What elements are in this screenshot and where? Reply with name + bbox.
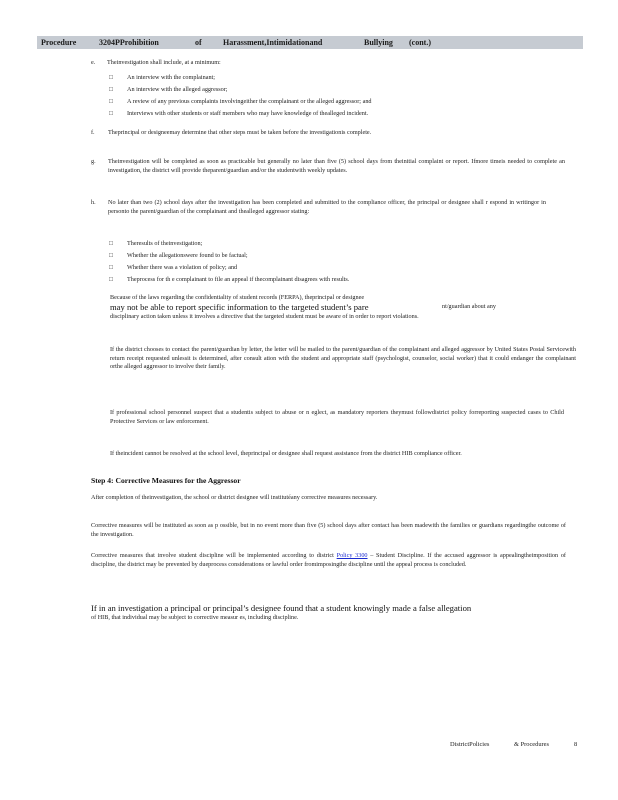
item-e-intro: Theinvestigation shall include, at a minimum: — [107, 59, 221, 66]
item-e-bullet-4: Interviews with other students or staff members who may have knowledge of thealleged incident. — [127, 110, 369, 117]
letter-paragraph: If the district chooses to contact the parent/guardian by letter, the letter will be mailed to the parent/guardian of the complainant and alleged aggressor by United States Postal Servicewith return receipt requested unlessit is determined, after consult ation with the student and appropriate staff (psychologist, counselor, social worker) that it could endanger the complainant orthe alleged aggressor to involve their family. — [110, 346, 576, 371]
footer-procedures: & Procedures — [514, 741, 549, 748]
item-g-label: g. — [91, 158, 96, 165]
professional-paragraph: If professional school personnel suspect that a studentis subject to abuse or n eglect, as mandatory reporters theymust followdistrict policy forreporting suspected cases to Child Protective Services or law enforcement. — [110, 409, 564, 425]
item-h-text: No later than two (2) school days after the investigation has been completed and submitted to the compliance officer, the principal or designee shall r espond in writingor in personto the parent/guardian of the complainant and thealleged aggressor stating: — [108, 199, 546, 215]
item-h-bullet-2: Whether the allegationswere found to be factual; — [127, 252, 248, 259]
step-4-heading: Step 4: Corrective Measures for the Aggressor — [91, 476, 241, 485]
ferpa-line-2: may not be able to report specific information to the targeted student’s pare — [110, 302, 369, 312]
step-4-paragraph-3 — [91, 552, 566, 569]
item-f-text: Theprincipal or designeemay determine that other steps must be taken before the investigationis complete. — [108, 129, 372, 136]
header-of: of — [195, 38, 202, 47]
step-4-paragraph-3-end: – Student Discipline. If the accused aggressor is appealingtheimposition of discipline, the district may be prevented by dueprocess considerations or lawful order fromimposingthe discipline until the appeal process is concluded. — [91, 552, 566, 568]
unresolved-paragraph: If theincident cannot be resolved at the school level, theprincipal or designee shall request assistance from the district HIB compliance officer. — [110, 450, 462, 457]
false-allegation-line-1: If in an investigation a principal or principal’s designee found that a student knowingly made a false allegation — [91, 603, 472, 613]
item-g-text: Theinvestigation will be completed as soon as practicable but generally no later than five (5) school days from theinitial complaint or report. Ifmore timeis needed to complete an investigation, the district will provide theparent/guardian and/or the studentwith weekly updates. — [108, 158, 565, 174]
item-e-bullet-2: An interview with the alleged aggressor; — [127, 86, 228, 93]
step-4-paragraph-2: Corrective measures will be instituted as soon as p ossible, but in no event more than five (5) school days after contact has been madewith the families or guardians regardingthe outcome of the investigation. — [91, 522, 566, 538]
header-cont: (cont.) — [409, 38, 431, 47]
step-4-paragraph-3-start: Corrective measures that involve student discipline will be implemented according to district — [91, 552, 334, 559]
policy-3300-link[interactable]: Policy 3300 — [336, 552, 368, 559]
header-number: 3204PProhibition — [99, 38, 159, 47]
item-e-bullet-1: An interview with the complainant; — [127, 74, 215, 81]
ferpa-line-3: nt/guardian about any — [442, 303, 496, 310]
bullet-icon: □ — [109, 240, 113, 247]
ferpa-line-1: Because of the laws regarding the confidentiality of student records (FERPA), theprincipal or designee — [110, 294, 365, 301]
bullet-icon: □ — [109, 74, 113, 81]
procedure-header-bar — [37, 36, 583, 49]
header-procedure: Procedure — [41, 38, 77, 47]
item-h-bullet-4: Theprocess for th e complainant to file an appeal if thecomplainant disagrees with results. — [127, 276, 350, 283]
bullet-icon: □ — [109, 86, 113, 93]
item-h-label: h. — [91, 199, 96, 206]
item-e-label: e. — [91, 59, 96, 66]
item-f-label: f. — [91, 129, 95, 136]
step-4-paragraph-1: After completion of theinvestigation, the school or district designee will institutéany corrective measures necessary. — [91, 494, 378, 501]
item-h-bullet-1: Theresults of theinvestigation; — [127, 240, 203, 247]
item-h-bullet-3: Whether there was a violation of policy; and — [127, 264, 238, 271]
ferpa-line-4: disciplinary action taken unless it involves a directive that the targeted student must be aware of in order to report violations. — [110, 313, 419, 320]
bullet-icon: □ — [109, 110, 113, 117]
footer-district-policies: DistrictPolicies — [450, 741, 490, 748]
header-bullying: Bullying — [364, 38, 393, 47]
bullet-icon: □ — [109, 252, 113, 259]
bullet-icon: □ — [109, 98, 113, 105]
bullet-icon: □ — [109, 276, 113, 283]
item-e-bullet-3: A review of any previous complaints involvingeither the complainant or the alleged aggressor; and — [127, 98, 372, 105]
false-allegation-line-2: of HIB, that individual may be subject to corrective measur es, including discipline. — [91, 614, 299, 621]
footer-page-number: 8 — [574, 741, 578, 748]
bullet-icon: □ — [109, 264, 113, 271]
header-harassment: Harassment,Intimidationand — [223, 38, 323, 47]
